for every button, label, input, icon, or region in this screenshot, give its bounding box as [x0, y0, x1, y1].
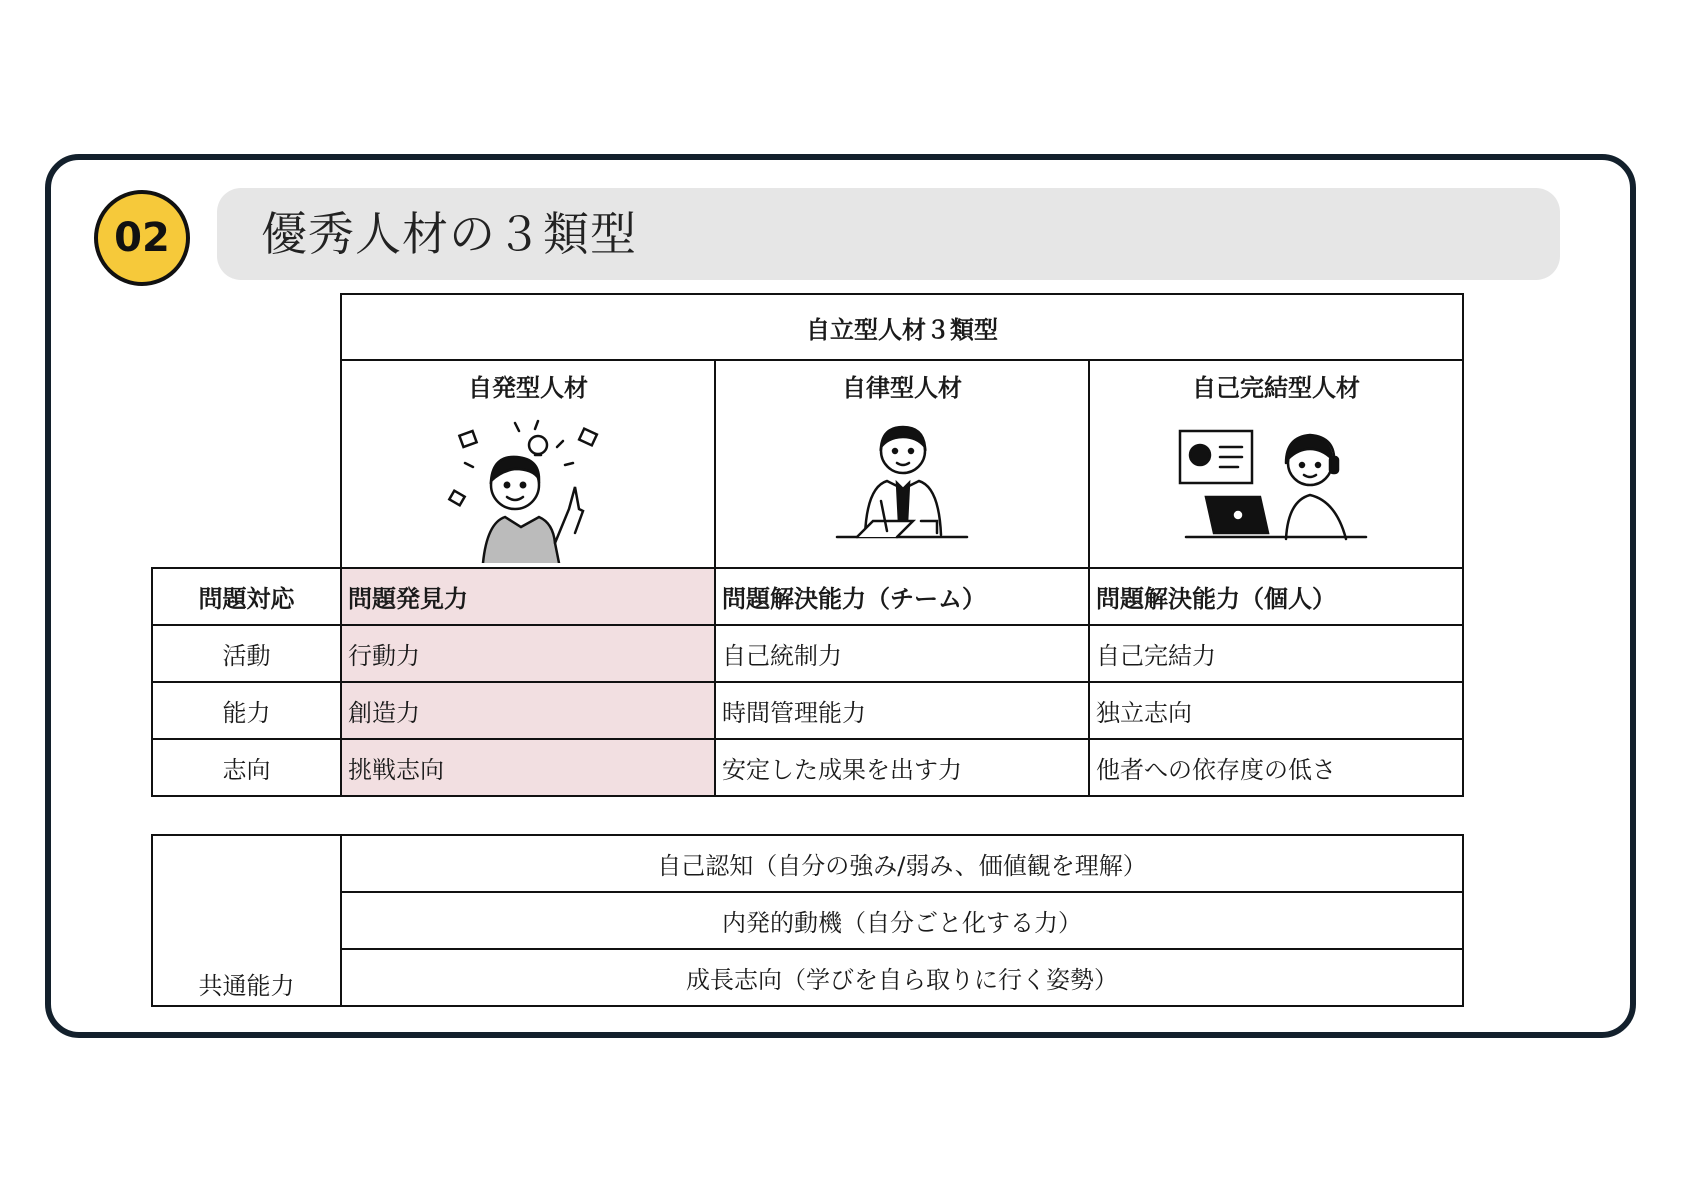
table-cell: 問題発見力: [341, 568, 715, 625]
table-cell: 自己完結力: [1089, 625, 1463, 682]
common-label: 共通能力: [152, 835, 341, 1006]
row-label: 活動: [152, 625, 341, 682]
type-name: 自発型人材: [468, 374, 588, 402]
row-label: 志向: [152, 739, 341, 796]
table-cell: 独立志向: [1089, 682, 1463, 739]
table-row: [152, 625, 1463, 682]
type-header-3: [1089, 360, 1463, 568]
type-name: 自律型人材: [842, 374, 962, 402]
table-row: [152, 739, 1463, 796]
table-cell: 安定した成果を出す力: [715, 739, 1089, 796]
type-name: 自己完結型人材: [1192, 374, 1361, 402]
common-item: 内発的動機（自分ごと化する力）: [341, 892, 1463, 949]
type-header-2: [715, 360, 1089, 568]
table-cell: 自己統制力: [715, 625, 1089, 682]
table-cell: 創造力: [341, 682, 715, 739]
businessman-writing-icon: [817, 413, 987, 563]
blank-corner: [152, 294, 341, 360]
headset-laptop-worker-icon: [1176, 413, 1376, 563]
type-header-1: [341, 360, 715, 568]
table-row: [152, 682, 1463, 739]
table-row: [152, 568, 1463, 625]
table-cell: 行動力: [341, 625, 715, 682]
row-label: 問題対応: [152, 568, 341, 625]
common-abilities-table: [151, 834, 1464, 1007]
table-cell: 時間管理能力: [715, 682, 1089, 739]
title-bar: [217, 188, 1560, 280]
table-cell: 他者への依存度の低さ: [1089, 739, 1463, 796]
common-item: 自己認知（自分の強み/弱み、価値観を理解）: [341, 835, 1463, 892]
table-cell: 挑戦志向: [341, 739, 715, 796]
super-header: 自立型人材３類型: [341, 294, 1463, 360]
common-item: 成長志向（学びを自ら取りに行く姿勢）: [341, 949, 1463, 1006]
table-cell: 問題解決能力（チーム）: [715, 568, 1089, 625]
table-cell: 問題解決能力（個人）: [1089, 568, 1463, 625]
page-title: 優秀人材の３類型: [261, 207, 637, 261]
row-label: 能力: [152, 682, 341, 739]
idea-person-icon: [443, 413, 613, 563]
types-table: [151, 293, 1464, 797]
section-number-badge: 02: [94, 190, 190, 286]
